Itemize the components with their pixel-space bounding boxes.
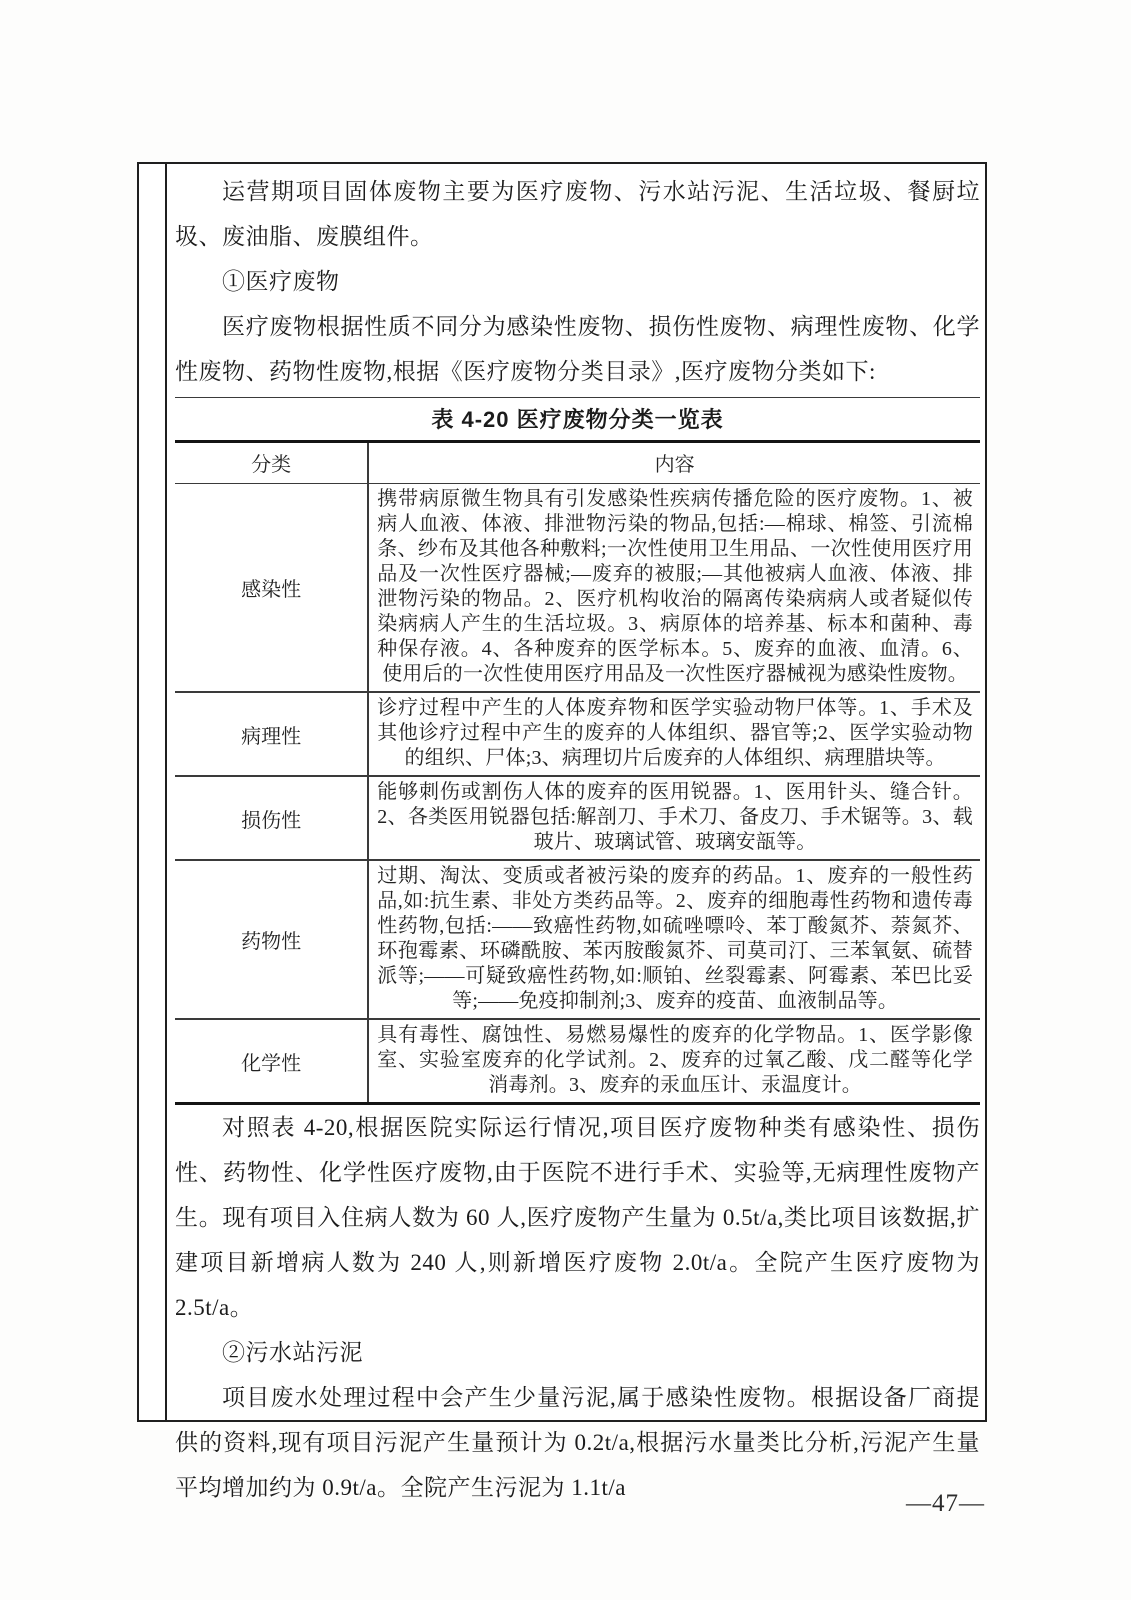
content-cell: 具有毒性、腐蚀性、易燃易爆性的废弃的化学物品。1、医学影像室、实验室废弃的化学试剂。2、废弃的过氧乙酸、戊二醛等化学消毒剂。3、废弃的汞血压计、汞温度计。 <box>368 1019 980 1104</box>
left-gutter-divider <box>165 164 167 1420</box>
medical-waste-classification-table <box>175 443 980 1105</box>
table-body <box>175 484 980 1104</box>
header-category: 分类 <box>175 443 368 484</box>
table-row <box>175 860 980 1019</box>
document-content <box>175 169 980 1510</box>
heading-sewage-sludge: ②污水站污泥 <box>222 1340 363 1365</box>
category-cell: 病理性 <box>175 692 368 776</box>
header-content: 内容 <box>368 443 980 484</box>
table-row <box>175 1019 980 1104</box>
paragraph-medical-waste-categories: 医疗废物根据性质不同分为感染性废物、损伤性废物、病理性废物、化学性废物、药物性废物,根据《医疗废物分类目录》,医疗废物分类如下: <box>175 314 980 384</box>
paragraph-solid-waste-overview: 运营期项目固体废物主要为医疗废物、污水站污泥、生活垃圾、餐厨垃圾、废油脂、废膜组件。 <box>175 179 980 249</box>
heading-medical-waste: ①医疗废物 <box>222 269 340 294</box>
paragraph-sludge-quantities: 项目废水处理过程中会产生少量污泥,属于感染性废物。根据设备厂商提供的资料,现有项目污泥产生量预计为 0.2t/a,根据污水量类比分析,污泥产生量平均增加约为 0.9t/a。全院产生污泥为 1.1t/a <box>175 1385 980 1500</box>
table-row <box>175 776 980 860</box>
table-header-row <box>175 443 980 484</box>
document-cell-frame <box>137 162 987 1500</box>
content-cell: 过期、淘汰、变质或者被污染的废弃的药品。1、废弃的一般性药品,如:抗生素、非处方类药品等。2、废弃的细胞毒性药物和遗传毒性药物,包括:——致癌性药物,如硫唑嘌呤、苯丁酸氮芥、萘氮芥、环孢霉素、环磷酰胺、苯丙胺酸氮芥、司莫司汀、三苯氧氨、硫替派等;——可疑致癌性药物,如:顺铂、丝裂霉素、阿霉素、苯巴比妥等;——免疫抑制剂;3、废弃的疫苗、血液制品等。 <box>368 860 980 1019</box>
page-number: —47— <box>906 1490 985 1517</box>
table-row <box>175 484 980 693</box>
table-header <box>175 443 980 484</box>
category-cell: 化学性 <box>175 1019 368 1104</box>
table-title: 表 4-20 医疗废物分类一览表 <box>175 397 980 443</box>
category-cell: 损伤性 <box>175 776 368 860</box>
content-cell: 携带病原微生物具有引发感染性疾病传播危险的医疗废物。1、被病人血液、体液、排泄物污染的物品,包括:—棉球、棉签、引流棉条、纱布及其他各种敷料;一次性使用卫生用品、一次性使用医疗用品及一次性医疗器械;—废弃的被服;—其他被病人血液、体液、排泄物污染的物品。2、医疗机构收治的隔离传染病病人或者疑似传染病病人产生的生活垃圾。3、病原体的培养基、标本和菌种、毒种保存液。4、各种废弃的医学标本。5、废弃的血液、血清。6、使用后的一次性使用医疗用品及一次性医疗器械视为感染性废物。 <box>368 484 980 693</box>
category-cell: 药物性 <box>175 860 368 1019</box>
table-row <box>175 692 980 776</box>
category-cell: 感染性 <box>175 484 368 693</box>
content-cell: 能够刺伤或割伤人体的废弃的医用锐器。1、医用针头、缝合针。2、各类医用锐器包括:解剖刀、手术刀、备皮刀、手术锯等。3、载玻片、玻璃试管、玻璃安瓿等。 <box>368 776 980 860</box>
paragraph-waste-quantities: 对照表 4-20,根据医院实际运行情况,项目医疗废物种类有感染性、损伤性、药物性、化学性医疗废物,由于医院不进行手术、实验等,无病理性废物产生。现有项目入住病人数为 60 人,医疗废物产生量为 0.5t/a,类比项目该数据,扩建项目新增病人数为 240 人,则新增医疗废物 2.0t/a。全院产生医疗废物为 2.5t/a。 <box>175 1115 980 1320</box>
content-cell: 诊疗过程中产生的人体废弃物和医学实验动物尸体等。1、手术及其他诊疗过程中产生的废弃的人体组织、器官等;2、医学实验动物的组织、尸体;3、病理切片后废弃的人体组织、病理腊块等。 <box>368 692 980 776</box>
